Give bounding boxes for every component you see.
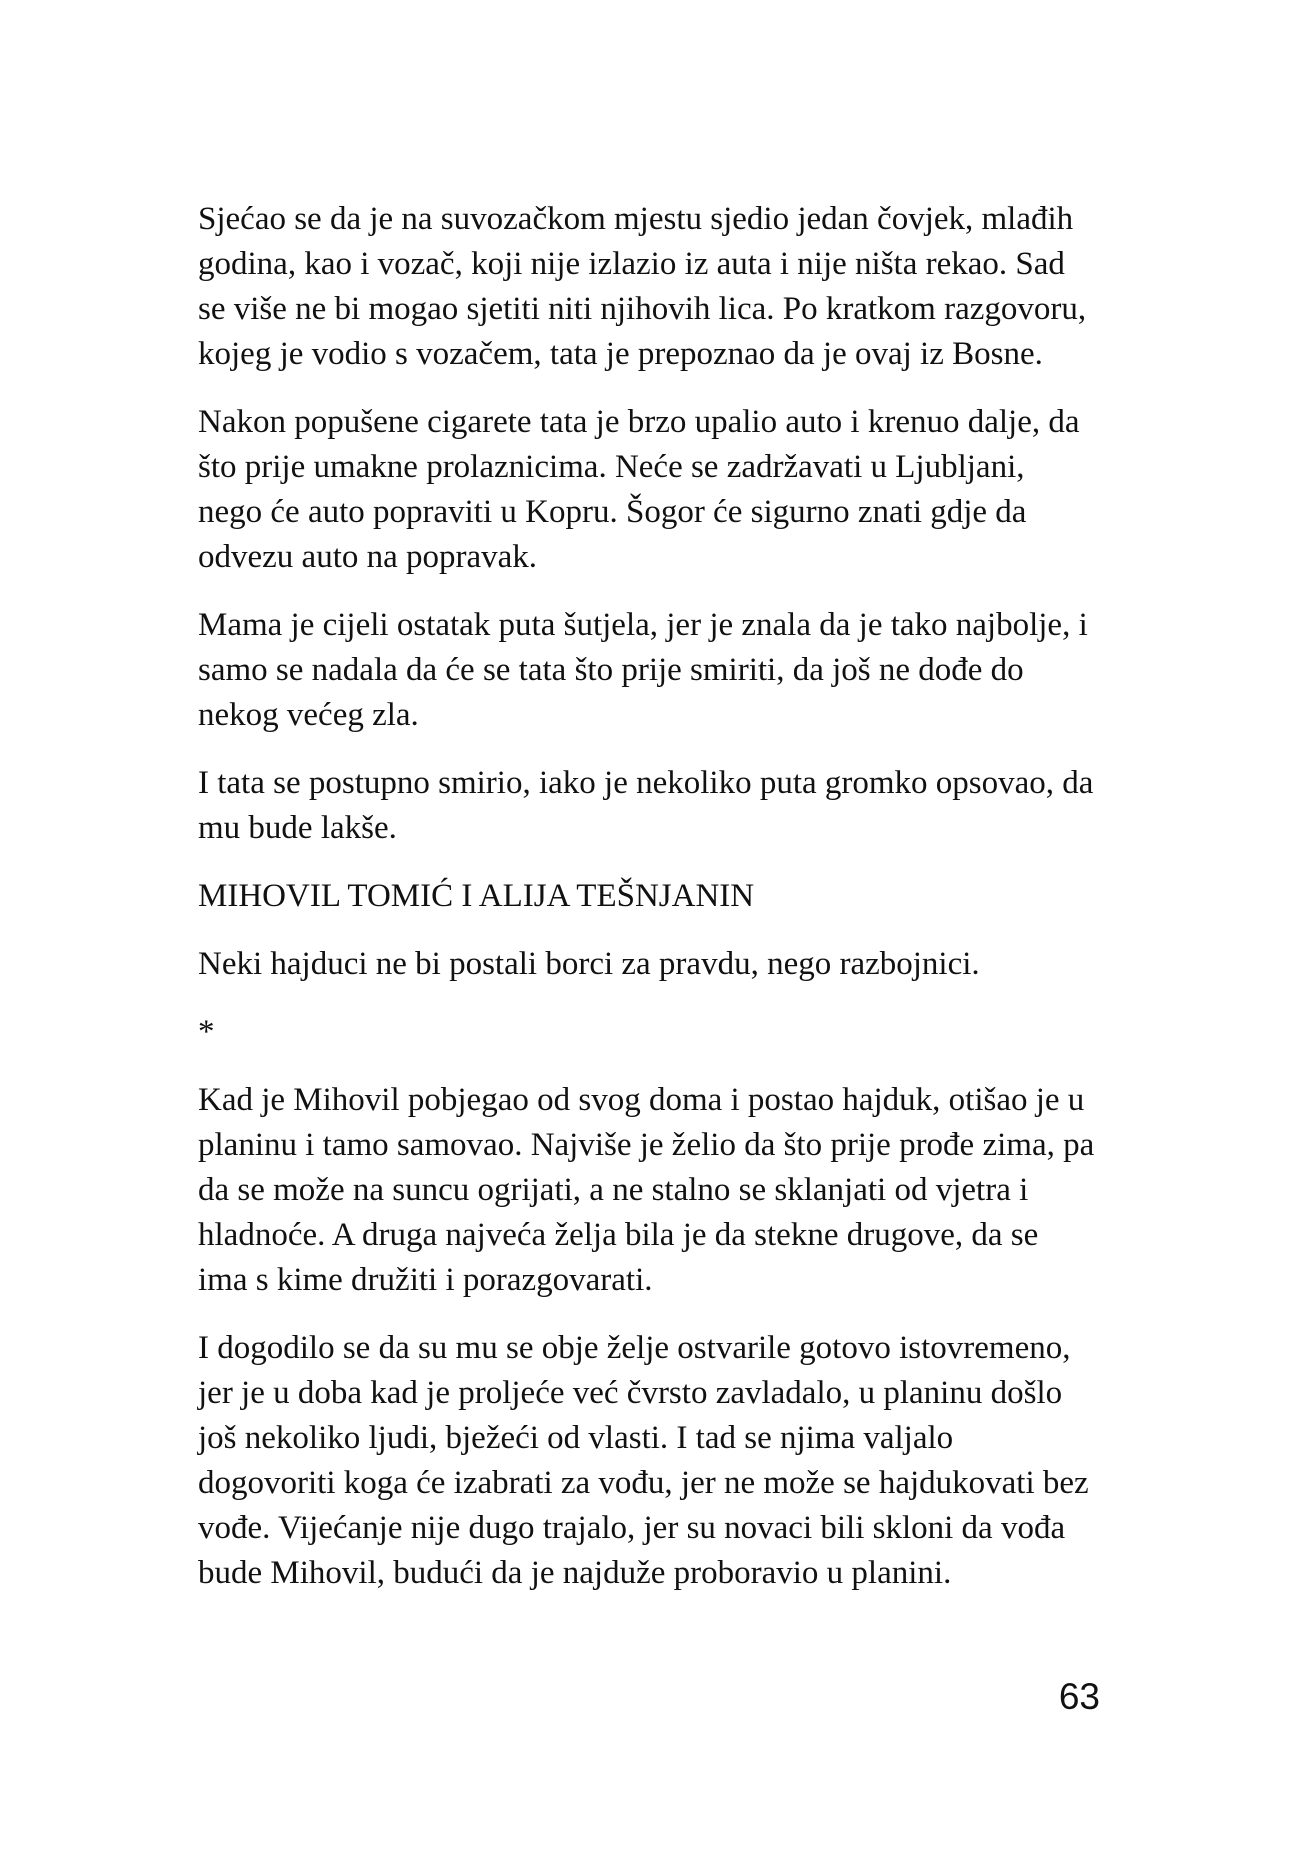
text-line: samo se nadala da će se tata što prije smiriti, da još ne dođe do <box>198 652 1024 688</box>
text-line: Nakon popušene cigarete tata je brzo upalio auto i krenuo dalje, da <box>198 404 1080 440</box>
text-block <box>198 197 1178 1596</box>
text-line: nekog većeg zla. <box>198 697 419 733</box>
text-line: kojeg je vodio s vozačem, tata je prepoznao da je ovaj iz Bosne. <box>198 336 1043 372</box>
paragraph-i-dogodilo-se <box>198 1326 1178 1596</box>
text-line: hladnoće. A druga najveća želja bila je da stekne drugove, da se <box>198 1217 1039 1253</box>
text-line: nego će auto popraviti u Kopru. Šogor će sigurno znati gdje da <box>198 494 1027 530</box>
text-line: Neki hajduci ne bi postali borci za pravdu, nego razbojnici. <box>198 946 980 982</box>
paragraph-mama <box>198 603 1178 738</box>
paragraph-neki-hajduci <box>198 942 1178 987</box>
text-line: da se može na suncu ogrijati, a ne stalno se sklanjati od vjetra i <box>198 1172 1029 1208</box>
text-line: što prije umakne prolaznicima. Neće se zadržavati u Ljubljani, <box>198 449 1025 485</box>
text-line: I dogodilo se da su mu se obje želje ostvarile gotovo istovremeno, <box>198 1330 1071 1366</box>
paragraph-cigareta <box>198 400 1178 580</box>
text-line: se više ne bi mogao sjetiti niti njihovih lica. Po kratkom razgovoru, <box>198 291 1087 327</box>
section-separator-asterisk <box>198 1010 1178 1055</box>
section-heading-text: MIHOVIL TOMIĆ I ALIJA TEŠNJANIN <box>198 878 755 914</box>
text-line: dogovoriti koga će izabrati za vođu, jer ne može se hajdukovati bez <box>198 1465 1089 1501</box>
text-line: Kad je Mihovil pobjegao od svog doma i postao hajduk, otišao je u <box>198 1082 1085 1118</box>
text-line: Sjećao se da je na suvozačkom mjestu sjedio jedan čovjek, mlađih <box>198 201 1074 237</box>
paragraph-tata-smirio <box>198 761 1178 851</box>
text-line: Mama je cijeli ostatak puta šutjela, jer je znala da je tako najbolje, i <box>198 607 1088 643</box>
asterisk-separator: * <box>198 1014 215 1050</box>
text-line: vođe. Vijećanje nije dugo trajalo, jer su novaci bili skloni da vođa <box>198 1510 1066 1546</box>
text-line: mu bude lakše. <box>198 810 397 846</box>
paragraph-kad-je-mihovil <box>198 1078 1178 1303</box>
text-line: bude Mihovil, budući da je najduže proboravio u planini. <box>198 1555 952 1591</box>
text-line: jer je u doba kad je proljeće već čvrsto zavladalo, u planinu došlo <box>198 1375 1063 1411</box>
page-number: 63 <box>1058 1676 1100 1717</box>
text-line: odvezu auto na popravak. <box>198 539 538 575</box>
text-line: ima s kime družiti i porazgovarati. <box>198 1262 653 1298</box>
text-line: I tata se postupno smirio, iako je nekoliko puta gromko opsovao, da <box>198 765 1094 801</box>
section-heading <box>198 874 1178 919</box>
text-line: godina, kao i vozač, koji nije izlazio iz auta i nije ništa rekao. Sad <box>198 246 1065 282</box>
paragraph-suvozac <box>198 197 1178 377</box>
text-line: još nekoliko ljudi, bježeći od vlasti. I tad se njima valjalo <box>198 1420 954 1456</box>
text-line: planinu i tamo samovao. Najviše je želio da što prije prođe zima, pa <box>198 1127 1095 1163</box>
